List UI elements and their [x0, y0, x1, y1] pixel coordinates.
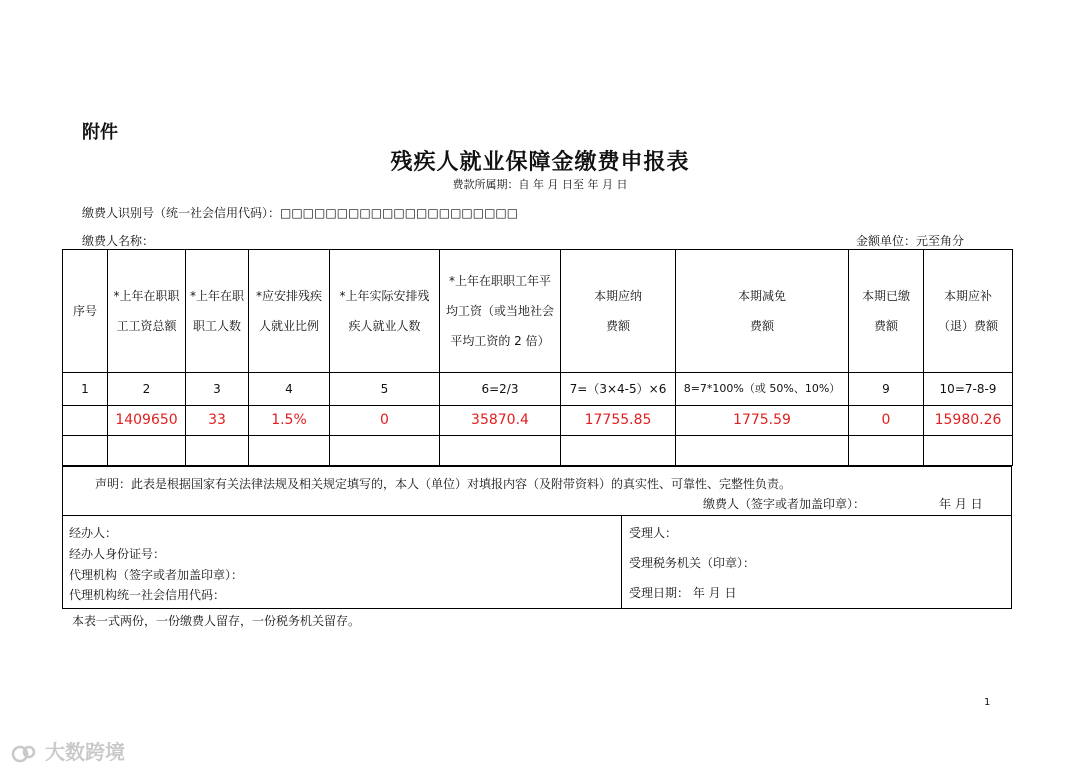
index-cell: 9: [849, 373, 924, 406]
watermark-logo-icon: [10, 743, 38, 765]
value-cell: [63, 406, 108, 436]
header-cell-line: 工工资总额: [116, 319, 177, 333]
attachment-label: 附件: [82, 122, 118, 143]
header-cell-line: 本期应补: [943, 289, 992, 303]
index-cell: 10=7-8-9: [924, 373, 1013, 406]
value-cell: 0: [849, 406, 924, 436]
table-index-row: [63, 373, 1013, 406]
header-cell-line: 费额: [749, 319, 774, 333]
header-cell: [186, 250, 249, 373]
index-cell: 7=（3×4-5）×6: [561, 373, 676, 406]
header-cell-line: *上年在职职工年平: [448, 274, 551, 288]
header-cell-line: （退）费额: [937, 319, 998, 333]
tax-office-label: 受理税务机关（印章）：: [629, 556, 756, 570]
index-cell: 8=7*100%（或 50%、10%）: [676, 373, 849, 406]
payer-signature-label: 缴费人（签字或者加盖印章）：: [703, 497, 866, 511]
receiver-label: 受理人：: [629, 526, 678, 540]
header-cell-line: 序号: [72, 304, 97, 318]
index-cell: 2: [108, 373, 186, 406]
table-header-row: [63, 250, 1013, 373]
declaration-date: 年 月 日: [939, 497, 983, 511]
payer-id-label: 缴费人识别号（统一社会信用代码）：□□□□□□□□□□□□□□□□□□□□□: [82, 206, 519, 220]
value-cell: 0: [330, 406, 440, 436]
form-title: 残疾人就业保障金缴费申报表: [390, 150, 690, 175]
header-cell: [924, 250, 1013, 373]
header-cell: [63, 250, 108, 373]
value-cell: 1.5%: [249, 406, 330, 436]
table-value-row: [63, 406, 1013, 436]
header-cell: [561, 250, 676, 373]
table-blank-row: [63, 436, 1013, 466]
header-cell: [249, 250, 330, 373]
agency-label: 代理机构（签字或者加盖印章）：: [69, 568, 244, 582]
header-cell-line: 人就业比例: [258, 319, 319, 333]
declaration-text: 声明：此表是根据国家有关法律法规及相关规定填写的，本人（单位）对填报内容（及附带资料）的真实性、可靠性、完整性负责。: [95, 477, 792, 491]
header-cell: [676, 250, 849, 373]
value-cell: 17755.85: [561, 406, 676, 436]
header-cell-line: *应安排残疾: [255, 289, 322, 303]
header-cell-line: 本期已缴: [861, 289, 910, 303]
header-cell-line: 费额: [605, 319, 630, 333]
fee-period: 费款所属期：自 年 月 日至 年 月 日: [452, 178, 628, 191]
watermark: [10, 736, 125, 765]
page-number: 1: [984, 697, 991, 708]
index-cell: 4: [249, 373, 330, 406]
declaration-box: [62, 466, 1012, 516]
processing-divider: [621, 516, 622, 608]
receipt-date-label: 受理日期： 年 月 日: [629, 586, 737, 600]
header-cell: [440, 250, 561, 373]
header-cell-line: *上年在职职: [113, 289, 180, 303]
index-cell: 5: [330, 373, 440, 406]
index-cell: 1: [63, 373, 108, 406]
value-cell: 35870.4: [440, 406, 561, 436]
header-cell: [108, 250, 186, 373]
watermark-text: 大数跨境: [44, 740, 125, 764]
operator-label: 经办人：: [69, 526, 118, 540]
index-cell: 3: [186, 373, 249, 406]
processing-box: [62, 515, 1012, 609]
value-cell: 1775.59: [676, 406, 849, 436]
header-cell-line: *上年在职: [189, 289, 244, 303]
header-cell-line: 职工人数: [192, 319, 241, 333]
index-cell: 6=2/3: [440, 373, 561, 406]
agency-credit-code-label: 代理机构统一社会信用代码：: [69, 588, 226, 602]
amount-unit-label: 金额单位：元至角分: [856, 234, 965, 248]
header-cell: [849, 250, 924, 373]
operator-id-label: 经办人身份证号：: [69, 547, 166, 561]
value-cell: 33: [186, 406, 249, 436]
declaration-table: [62, 249, 1013, 466]
header-cell-line: 本期减免: [737, 289, 786, 303]
value-cell: 15980.26: [924, 406, 1013, 436]
header-cell-line: *上年实际安排残: [339, 289, 430, 303]
header-cell-line: 费额: [873, 319, 898, 333]
value-cell: 1409650: [108, 406, 186, 436]
header-cell-line: 本期应纳: [593, 289, 642, 303]
header-cell-line: 疾人就业人数: [348, 319, 421, 333]
header-cell: [330, 250, 440, 373]
payer-name-label: 缴费人名称：: [82, 234, 155, 248]
footnote: 本表一式两份，一份缴费人留存，一份税务机关留存。: [72, 614, 361, 628]
header-cell-line: 平均工资的 2 倍）: [450, 334, 550, 348]
header-cell-line: 均工资（或当地社会: [445, 304, 554, 318]
